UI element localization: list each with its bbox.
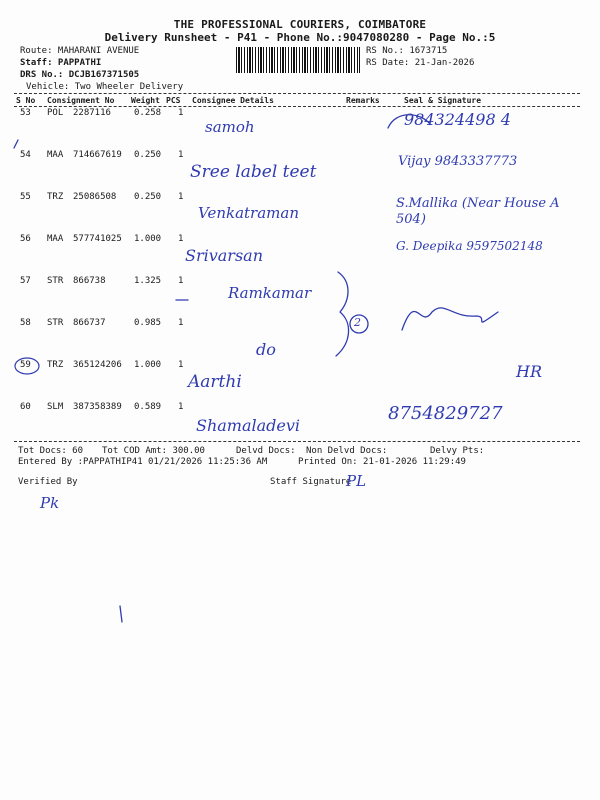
col-pcs: PCS xyxy=(166,96,181,105)
row-consignment-number: 866738 xyxy=(73,276,106,286)
row-consignment-prefix: MAA xyxy=(47,150,64,160)
row-consignment-number: 577741025 xyxy=(73,234,122,244)
route-label: Route: MAHARANI AVENUE xyxy=(20,46,140,56)
row-consignment-number: 2287116 xyxy=(73,108,111,118)
col-consignment: Consignment No xyxy=(47,96,115,105)
row-seal-signature: Vijay 9843337773 xyxy=(398,154,518,169)
row-seal-signature: G. Deepika 9597502148 xyxy=(396,239,543,253)
row-consignee-handwriting: do xyxy=(256,340,276,359)
row-weight: 0.589 xyxy=(134,402,162,412)
row-consignment-number: 25086508 xyxy=(73,192,117,202)
row-pcs: 1 xyxy=(178,108,184,118)
row-serial-number: 59 xyxy=(20,360,31,370)
col-remarks: Remarks xyxy=(346,96,380,105)
vehicle-label: Vehicle: Two Wheeler Delivery xyxy=(26,82,184,92)
col-sno: S No xyxy=(16,96,36,105)
row-consignee-handwriting: samoh xyxy=(205,118,255,136)
delivered-docs: Delvd Docs: xyxy=(236,446,296,456)
total-cod-amount: Tot COD Amt: 300.00 xyxy=(102,446,205,456)
rs-number: RS No.: 1673715 xyxy=(366,46,448,56)
row-consignment-prefix: STR xyxy=(47,276,64,286)
row-weight: 1.000 xyxy=(134,360,162,370)
row-consignee-handwriting: Venkatraman xyxy=(198,204,299,222)
verified-by-label: Verified By xyxy=(18,477,78,487)
drs-label: DRS No.: DCJB167371505 xyxy=(20,70,140,80)
row-consignment-prefix: STR xyxy=(47,318,64,328)
rs-date: RS Date: 21-Jan-2026 xyxy=(366,58,475,68)
row-consignment-number: 866737 xyxy=(73,318,106,328)
total-docs: Tot Docs: 60 xyxy=(18,446,84,456)
row-serial-number: 57 xyxy=(20,276,31,286)
runsheet-subtitle: Delivery Runsheet - P41 - Phone No.:9047080280 - Page No.:5 xyxy=(104,31,496,44)
row-consignment-prefix: POL xyxy=(47,108,64,118)
col-consignee: Consignee Details xyxy=(192,96,274,105)
company-title: THE PROFESSIONAL COURIERS, COIMBATORE xyxy=(173,18,427,31)
row-consignment-number: 365124206 xyxy=(73,360,122,370)
delivery-points: Delvy Pts: xyxy=(430,446,485,456)
row-pcs: 1 xyxy=(178,318,184,328)
col-seal: Seal & Signature xyxy=(404,96,482,105)
row-consignee-handwriting: Aarthi xyxy=(188,372,242,392)
row-consignment-prefix: TRZ xyxy=(47,360,64,370)
staff-signature-label: Staff Signature xyxy=(270,477,352,487)
row-seal-signature: 8754829727 xyxy=(388,403,503,424)
col-weight: Weight xyxy=(131,96,160,105)
row-consignee-handwriting: Shamaladevi xyxy=(196,416,301,435)
row-pcs: 1 xyxy=(178,402,184,412)
staff-label: Staff: PAPPATHI xyxy=(20,58,102,68)
row-weight: 1.000 xyxy=(134,234,162,244)
verified-signature: Pk xyxy=(40,494,60,512)
row-seal-signature: HR xyxy=(516,362,542,381)
printed-on: Printed On: 21-01-2026 11:29:49 xyxy=(298,457,466,467)
row-weight: 0.985 xyxy=(134,318,162,328)
row-consignment-number: 714667619 xyxy=(73,150,122,160)
bracket-number: 2 xyxy=(354,316,361,329)
entered-by: Entered By :PAPPATHIP41 01/21/2026 11:25:36 AM xyxy=(18,457,268,467)
row-serial-number: 54 xyxy=(20,150,31,160)
row-pcs: 1 xyxy=(178,360,184,370)
row-weight: 1.325 xyxy=(134,276,162,286)
row-seal-signature: S.Mallika (Near House A 504) xyxy=(396,196,560,227)
footer-rule xyxy=(14,441,580,442)
row-consignee-handwriting: Sree label teet xyxy=(190,162,317,182)
row-pcs: 1 xyxy=(178,234,184,244)
row-consignee-handwriting: Srivarsan xyxy=(185,246,264,265)
row-pcs: 1 xyxy=(178,276,184,286)
row-consignee-handwriting: Ramkamar xyxy=(228,284,312,302)
row-seal-signature: 984324498 4 xyxy=(404,110,511,129)
row-weight: 0.258 xyxy=(134,108,162,118)
row-serial-number: 55 xyxy=(20,192,31,202)
row-consignment-prefix: SLM xyxy=(47,402,64,412)
row-weight: 0.250 xyxy=(134,150,162,160)
row-weight: 0.250 xyxy=(134,192,162,202)
row-consignment-prefix: MAA xyxy=(47,234,64,244)
row-serial-number: 56 xyxy=(20,234,31,244)
row-serial-number: 60 xyxy=(20,402,31,412)
row-pcs: 1 xyxy=(178,192,184,202)
row-consignment-number: 387358389 xyxy=(73,402,122,412)
row-serial-number: 53 xyxy=(20,108,31,118)
row-serial-number: 58 xyxy=(20,318,31,328)
row-consignment-prefix: TRZ xyxy=(47,192,64,202)
row-pcs: 1 xyxy=(178,150,184,160)
staff-signature: PL xyxy=(346,472,367,490)
non-delivered-docs: Non Delvd Docs: xyxy=(306,446,388,456)
